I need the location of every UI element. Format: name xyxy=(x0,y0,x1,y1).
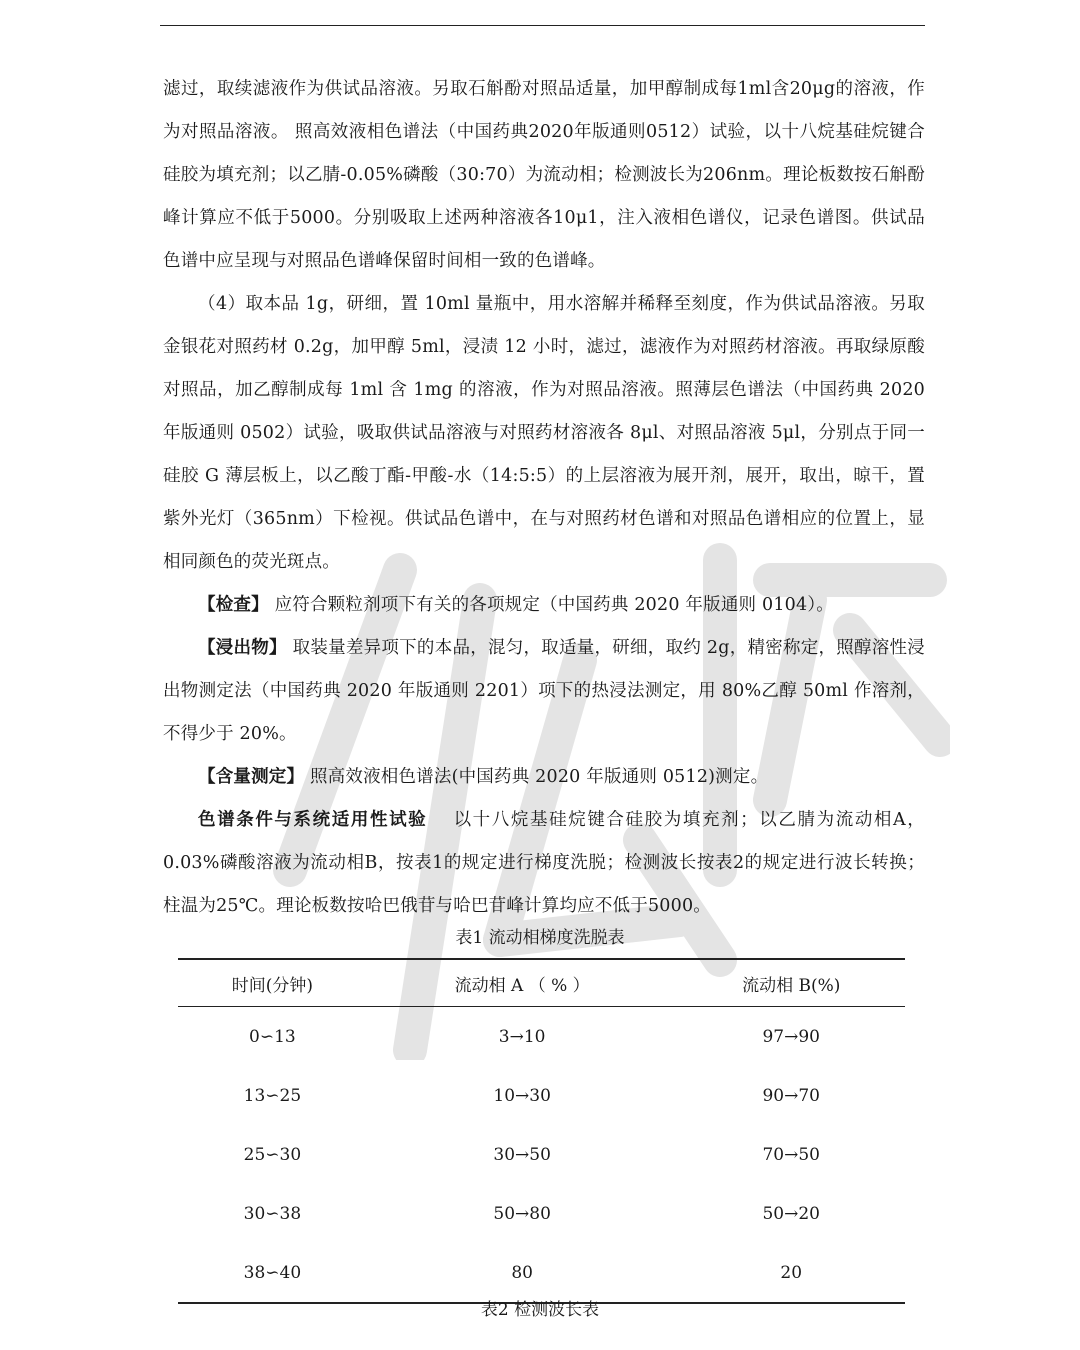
table-cell: 30→50 xyxy=(493,1144,551,1165)
table-cell: 80 xyxy=(367,1243,678,1303)
paragraph-assay: 【含量测定】 照高效液相色谱法(中国药典 2020 年版通则 0512)测定。 xyxy=(198,767,769,787)
paragraph-tlc-hplc: 滤过，取续滤液作为供试品溶液。另取石斛酚对照品适量，加甲醇制成每1ml含20μg的溶液，作为对照品溶液。 照高效液相色谱法（中国药典2020年版通则0512）试验，以十八烷基硅烷键合硅胶为填充剂；以乙腈-0.05%磷酸（30:70）为流动相；检测波长为206nm。理论板数按石斛酚峰计算应不低于5000。分别吸取上述两种溶液各10μ1，注入液相色谱仪，记录色谱图。供试品色谱中应呈现与对照品色谱峰保留时间相一致的色谱峰。 xyxy=(163,79,925,271)
table2-caption: 表2 检测波长表 xyxy=(480,1300,600,1320)
table-header-row xyxy=(178,959,905,1007)
table-cell: 50→80 xyxy=(493,1203,551,1224)
table-cell: 97→90 xyxy=(762,1026,820,1047)
gradient-table xyxy=(178,958,905,1304)
table-row xyxy=(178,1007,905,1067)
heading-extract: 【浸出物】 xyxy=(198,638,287,658)
paragraph-chromatographic-conditions: 色谱条件与系统适用性试验 以十八烷基硅烷键合硅胶为填充剂；以乙腈为流动相A，0.03%磷酸溶液为流动相B，按表1的规定进行梯度洗脱；检测波长按表2的规定进行波长转换；柱温为25℃。理论板数按哈巴俄苷与哈巴苷峰计算均应不低于5000。 xyxy=(163,810,925,916)
table-row xyxy=(178,1243,905,1303)
table-cell: 38∽40 xyxy=(178,1243,367,1303)
table-cell: 13∽25 xyxy=(243,1085,302,1106)
document-body xyxy=(163,68,925,928)
table-row xyxy=(178,1125,905,1184)
heading-chromatographic-conditions: 色谱条件与系统适用性试验 xyxy=(198,810,428,830)
paragraph-extract: 【浸出物】 取装量差异项下的本品，混匀，取适量，研细，取约 2g，精密称定，照醇溶性浸出物测定法（中国药典 2020 年版通则 2201）项下的热浸法测定，用 80%乙醇 50ml 作溶剂，不得少于 20%。 xyxy=(163,638,925,744)
table-cell: 90→70 xyxy=(762,1085,820,1106)
column-header-time: 时间(分钟) xyxy=(178,959,367,1007)
table-cell: 0∽13 xyxy=(249,1026,296,1047)
column-header-phase-a: 流动相 A （ % ） xyxy=(367,959,678,1007)
paragraph-identification-4: （4）取本品 1g，研细，置 10ml 量瓶中，用水溶解并稀释至刻度，作为供试品溶液。另取金银花对照药材 0.2g，加甲醇 5ml，浸渍 12 小时，滤过，滤液作为对照药材溶液。再取绿原酸对照品，加乙醇制成每 1ml 含 1mg 的溶液，作为对照品溶液。照薄层色谱法（中国药典 2020 年版通则 0502）试验，吸取供试品溶液与对照药材溶液各 8μl、对照品溶液 5μl，分别点于同一硅胶 G 薄层板上，以乙酸丁酯-甲酸-水（14:5:5）的上层溶液为展开剂，展开，取出，晾干，置紫外光灯（365nm）下检视。供试品色谱中，在与对照药材色谱和对照品色谱相应的位置上，显相同颜色的荧光斑点。 xyxy=(163,294,925,572)
table-cell: 20 xyxy=(678,1243,906,1303)
heading-inspection: 【检查】 xyxy=(198,595,269,615)
heading-assay: 【含量测定】 xyxy=(198,767,305,787)
table-cell: 10→30 xyxy=(493,1085,551,1106)
table-cell: 3→10 xyxy=(498,1026,546,1047)
table-cell: 30∽38 xyxy=(243,1203,302,1224)
table-row xyxy=(178,1184,905,1243)
column-header-phase-b: 流动相 B(%) xyxy=(678,959,906,1007)
paragraph-inspection: 【检查】 应符合颗粒剂项下有关的各项规定（中国药典 2020 年版通则 0104）。 xyxy=(198,595,834,615)
table-cell: 50→20 xyxy=(762,1203,820,1224)
table-cell: 70→50 xyxy=(762,1144,820,1165)
table1-caption: 表1 流动相梯度洗脱表 xyxy=(455,928,625,948)
table-cell: 25∽30 xyxy=(243,1144,302,1165)
header-rule xyxy=(160,25,925,26)
table-row xyxy=(178,1066,905,1125)
